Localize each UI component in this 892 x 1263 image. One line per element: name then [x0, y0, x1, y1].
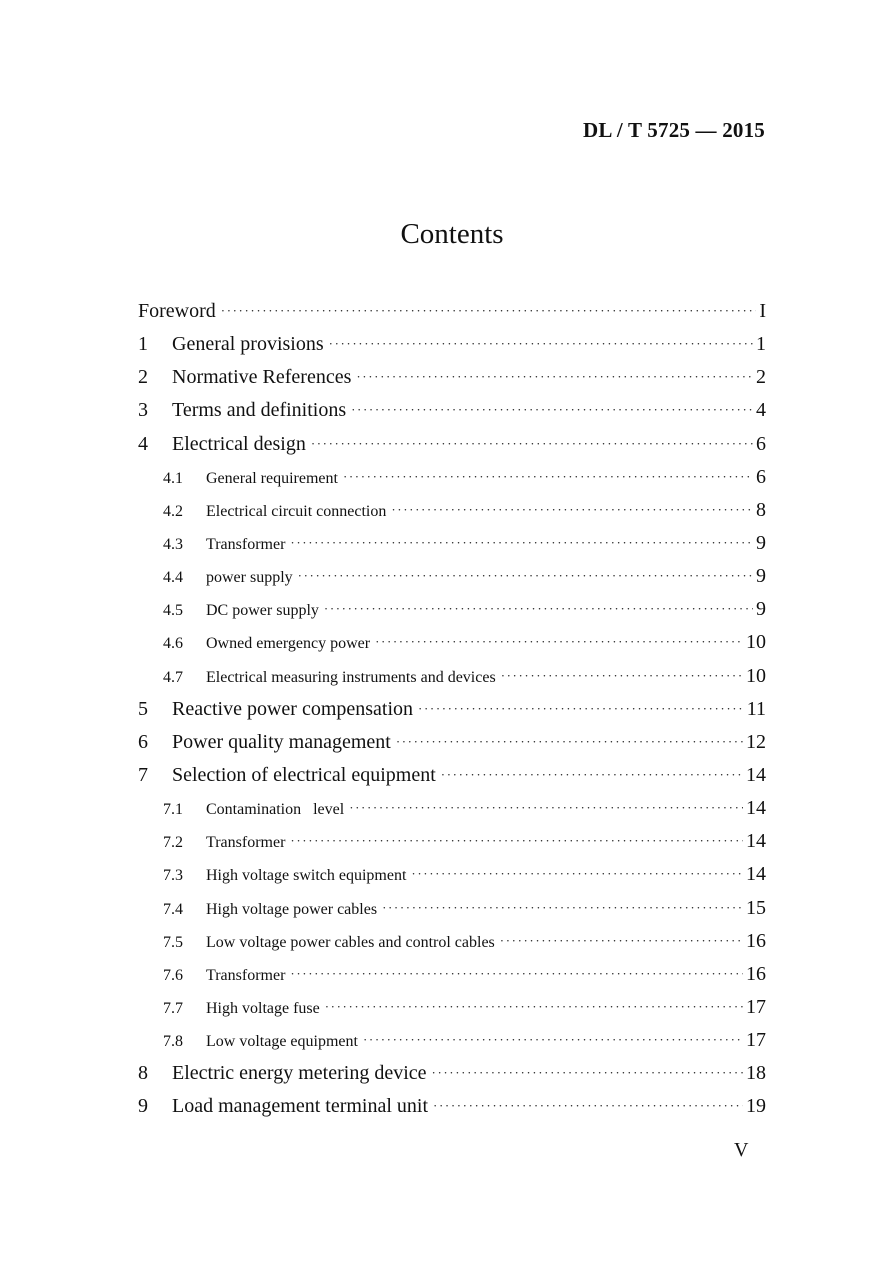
dot-leader — [324, 601, 753, 617]
dot-leader — [343, 469, 753, 485]
toc-entry-number: 7.2 — [163, 834, 183, 852]
dot-leader — [298, 568, 753, 584]
dot-leader — [325, 999, 743, 1015]
toc-entry-label: Contamination level — [206, 801, 345, 819]
toc-section-entry[interactable] — [138, 764, 766, 797]
toc-section-entry[interactable] — [138, 366, 766, 399]
dot-leader — [356, 369, 753, 385]
toc-entry-page: 16 — [746, 929, 766, 952]
toc-entry-number: 4.6 — [163, 635, 183, 653]
toc-entry-page: 9 — [756, 598, 766, 621]
dot-leader — [391, 502, 753, 518]
toc-subsection-entry[interactable] — [138, 930, 766, 963]
toc-entry-page: 6 — [756, 465, 766, 488]
toc-entry-number: 4 — [138, 432, 148, 455]
toc-entry-label: power supply — [206, 569, 293, 587]
toc-subsection-entry[interactable] — [138, 499, 766, 532]
toc-subsection-entry[interactable] — [138, 963, 766, 996]
toc-entry-number: 7.6 — [163, 966, 183, 984]
toc-entry-number: 4.2 — [163, 502, 183, 520]
toc-entry-number: 8 — [138, 1062, 148, 1085]
toc-subsection-entry[interactable] — [138, 1029, 766, 1062]
toc-entry-page: 14 — [746, 863, 766, 886]
toc-entry-number: 7.4 — [163, 900, 183, 918]
toc-entry-label: Electrical design — [172, 432, 306, 455]
toc-entry-page: 17 — [746, 1029, 766, 1052]
toc-entry-number: 4.3 — [163, 535, 183, 553]
toc-entry-label: Terms and definitions — [172, 399, 347, 422]
toc-section-entry[interactable] — [138, 433, 766, 466]
toc-subsection-entry[interactable] — [138, 996, 766, 1029]
toc-entry-page: 19 — [746, 1095, 766, 1118]
dot-leader — [501, 668, 743, 684]
dot-leader — [418, 701, 744, 717]
toc-entry-number: 3 — [138, 399, 148, 422]
toc-entry-label: Electric energy metering device — [172, 1062, 427, 1085]
toc-entry-page: 10 — [746, 631, 766, 654]
dot-leader — [329, 336, 753, 352]
toc-section-entry[interactable] — [138, 399, 766, 432]
toc-subsection-entry[interactable] — [138, 830, 766, 863]
toc-entry-label: Transformer — [206, 966, 286, 984]
toc-subsection-entry[interactable] — [138, 797, 766, 830]
toc-entry-page: 14 — [746, 830, 766, 853]
dot-leader — [432, 1065, 743, 1081]
toc-entry-label: Reactive power compensation — [172, 697, 414, 720]
toc-entry-page: 15 — [746, 896, 766, 919]
toc-entry-page: 2 — [756, 366, 766, 389]
toc-entry-number: 7.8 — [163, 1033, 183, 1051]
toc-entry-label: High voltage switch equipment — [206, 867, 407, 885]
toc-entry-number: 5 — [138, 697, 148, 720]
toc-entry-page: 14 — [746, 763, 766, 786]
dot-leader — [375, 634, 743, 650]
toc-entry-page: 12 — [746, 730, 766, 753]
toc-subsection-entry[interactable] — [138, 532, 766, 565]
toc-entry-label: High voltage power cables — [206, 900, 378, 918]
toc-entry-label: Electrical measuring instruments and devices — [206, 668, 496, 686]
toc-subsection-entry[interactable] — [138, 631, 766, 664]
toc-entry-label: Foreword — [138, 300, 216, 322]
dot-leader — [311, 436, 753, 452]
dot-leader — [441, 767, 743, 783]
toc-section-entry[interactable] — [138, 300, 766, 333]
toc-section-entry[interactable] — [138, 333, 766, 366]
toc-entry-label: Transformer — [206, 535, 286, 553]
toc-entry-page: 8 — [756, 498, 766, 521]
toc-entry-label: High voltage fuse — [206, 999, 320, 1017]
toc-entry-label: General requirement — [206, 469, 338, 487]
toc-entry-number: 7.1 — [163, 801, 183, 819]
dot-leader — [349, 800, 743, 816]
toc-entry-label: Power quality management — [172, 730, 391, 753]
toc-entry-page: 18 — [746, 1062, 766, 1085]
toc-entry-number: 2 — [138, 366, 148, 389]
toc-subsection-entry[interactable] — [138, 863, 766, 896]
toc-entry-label: Transformer — [206, 834, 286, 852]
page-title: Contents — [400, 218, 504, 250]
toc-entry-label: Load management terminal unit — [172, 1095, 429, 1118]
toc-entry-number: 9 — [138, 1095, 148, 1118]
toc-entry-number: 6 — [138, 730, 148, 753]
toc-entry-number: 7.5 — [163, 933, 183, 951]
toc-entry-page: 10 — [746, 664, 766, 687]
toc-subsection-entry[interactable] — [138, 598, 766, 631]
toc-section-entry[interactable] — [138, 698, 766, 731]
toc-entry-page: I — [759, 300, 766, 322]
toc-entry-label: Low voltage equipment — [206, 1033, 358, 1051]
dot-leader — [290, 833, 743, 849]
toc-entry-number: 4.7 — [163, 668, 183, 686]
toc-entry-page: 11 — [746, 697, 766, 720]
toc-entry-page: 17 — [746, 995, 766, 1018]
toc-entry-number: 4.1 — [163, 469, 183, 487]
toc-entry-label: DC power supply — [206, 602, 319, 620]
dot-leader — [411, 866, 743, 882]
dot-leader — [221, 303, 757, 319]
toc-entry-number: 7 — [138, 763, 148, 786]
toc-entry-label: Selection of electrical equipment — [172, 763, 436, 786]
dot-leader — [382, 900, 743, 916]
toc-entry-label: Low voltage power cables and control cables — [206, 933, 495, 951]
toc-subsection-entry[interactable] — [138, 565, 766, 598]
toc-entry-page: 4 — [756, 399, 766, 422]
dot-leader — [351, 402, 753, 418]
toc-entry-number: 4.4 — [163, 569, 183, 587]
dot-leader — [363, 1032, 743, 1048]
dot-leader — [500, 933, 743, 949]
toc-section-entry[interactable] — [138, 1062, 766, 1095]
toc-entry-label: Owned emergency power — [206, 635, 371, 653]
toc-entry-page: 9 — [756, 531, 766, 554]
dot-leader — [290, 966, 743, 982]
toc-subsection-entry[interactable] — [138, 466, 766, 499]
dot-leader — [290, 535, 753, 551]
toc-entry-number: 7.3 — [163, 867, 183, 885]
toc-entry-number: 4.5 — [163, 602, 183, 620]
toc-entry-number: 1 — [138, 333, 148, 356]
table-of-contents — [138, 300, 766, 1129]
toc-entry-label: Normative References — [172, 366, 352, 389]
toc-entry-page: 16 — [746, 962, 766, 985]
toc-subsection-entry[interactable] — [138, 665, 766, 698]
toc-entry-page: 1 — [756, 333, 766, 356]
toc-entry-number: 7.7 — [163, 999, 183, 1017]
document-code: DL / T 5725 — 2015 — [583, 118, 765, 142]
toc-entry-label: General provisions — [172, 333, 324, 356]
toc-entry-page: 14 — [746, 797, 766, 820]
toc-entry-page: 9 — [756, 565, 766, 588]
toc-entry-page: 6 — [756, 432, 766, 455]
toc-section-entry[interactable] — [138, 1095, 766, 1128]
dot-leader — [396, 734, 743, 750]
page-number: V — [734, 1139, 749, 1161]
toc-subsection-entry[interactable] — [138, 897, 766, 930]
toc-entry-label: Electrical circuit connection — [206, 502, 387, 520]
dot-leader — [433, 1098, 743, 1114]
toc-section-entry[interactable] — [138, 731, 766, 764]
